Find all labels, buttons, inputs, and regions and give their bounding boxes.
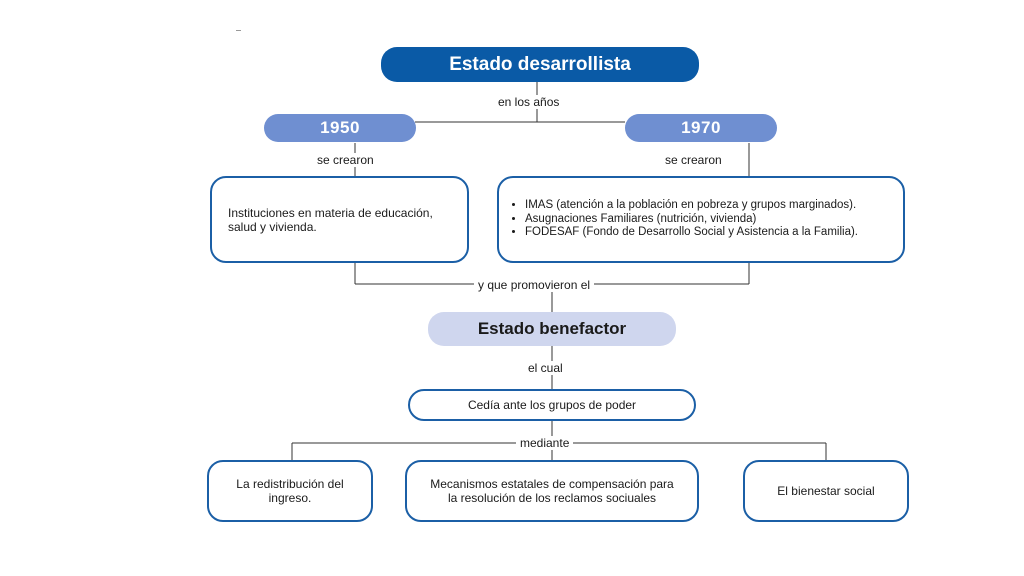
- list-item: • FODESAF (Fondo de Desarrollo Social y Asistencia a la Familia).: [525, 226, 858, 240]
- list-item: • Asugnaciones Familiares (nutrición, vivienda): [525, 213, 858, 227]
- label-se-crearon-left: se crearon: [313, 153, 378, 167]
- label-en-los-anos: en los años: [494, 95, 563, 109]
- list-item: • IMAS (atención a la población en pobreza y grupos marginados).: [525, 199, 858, 213]
- label-y-que-promovieron: y que promovieron el: [474, 278, 594, 292]
- node-estado-benefactor: [428, 312, 676, 346]
- node-year-1950-text: 1950: [320, 118, 360, 137]
- box-redistribucion-text: La redistribución del ingreso.: [236, 477, 344, 505]
- node-year-1970: [625, 114, 777, 142]
- label-mediante: mediante: [516, 436, 573, 450]
- box-cedia-text: Cedía ante los grupos de poder: [467, 398, 637, 412]
- box-instituciones-text: Instituciones en materia de educación, salud y vivienda.: [228, 205, 433, 234]
- box-mecanismos: [405, 460, 699, 522]
- node-estado-desarrollista-text: Estado desarrollista: [449, 53, 631, 75]
- box-instituciones: [210, 176, 469, 263]
- box-bienestar: [743, 460, 909, 522]
- box-mecanismos-text: Mecanismos estatales de compensación para la resolución de los reclamos sociuales: [430, 477, 674, 505]
- box-bienestar-text: El bienestar social: [777, 484, 875, 498]
- label-el-cual: el cual: [524, 361, 567, 375]
- node-year-1950: [264, 114, 416, 142]
- stray-mark: [236, 30, 241, 31]
- node-estado-desarrollista: [381, 47, 699, 82]
- node-year-1970-text: 1970: [681, 118, 721, 137]
- institutions-list: [513, 199, 858, 240]
- box-cedia: [408, 389, 696, 421]
- node-estado-benefactor-text: Estado benefactor: [477, 319, 627, 338]
- box-institutions-1970: [497, 176, 905, 263]
- box-redistribucion: [207, 460, 373, 522]
- label-se-crearon-right: se crearon: [661, 153, 726, 167]
